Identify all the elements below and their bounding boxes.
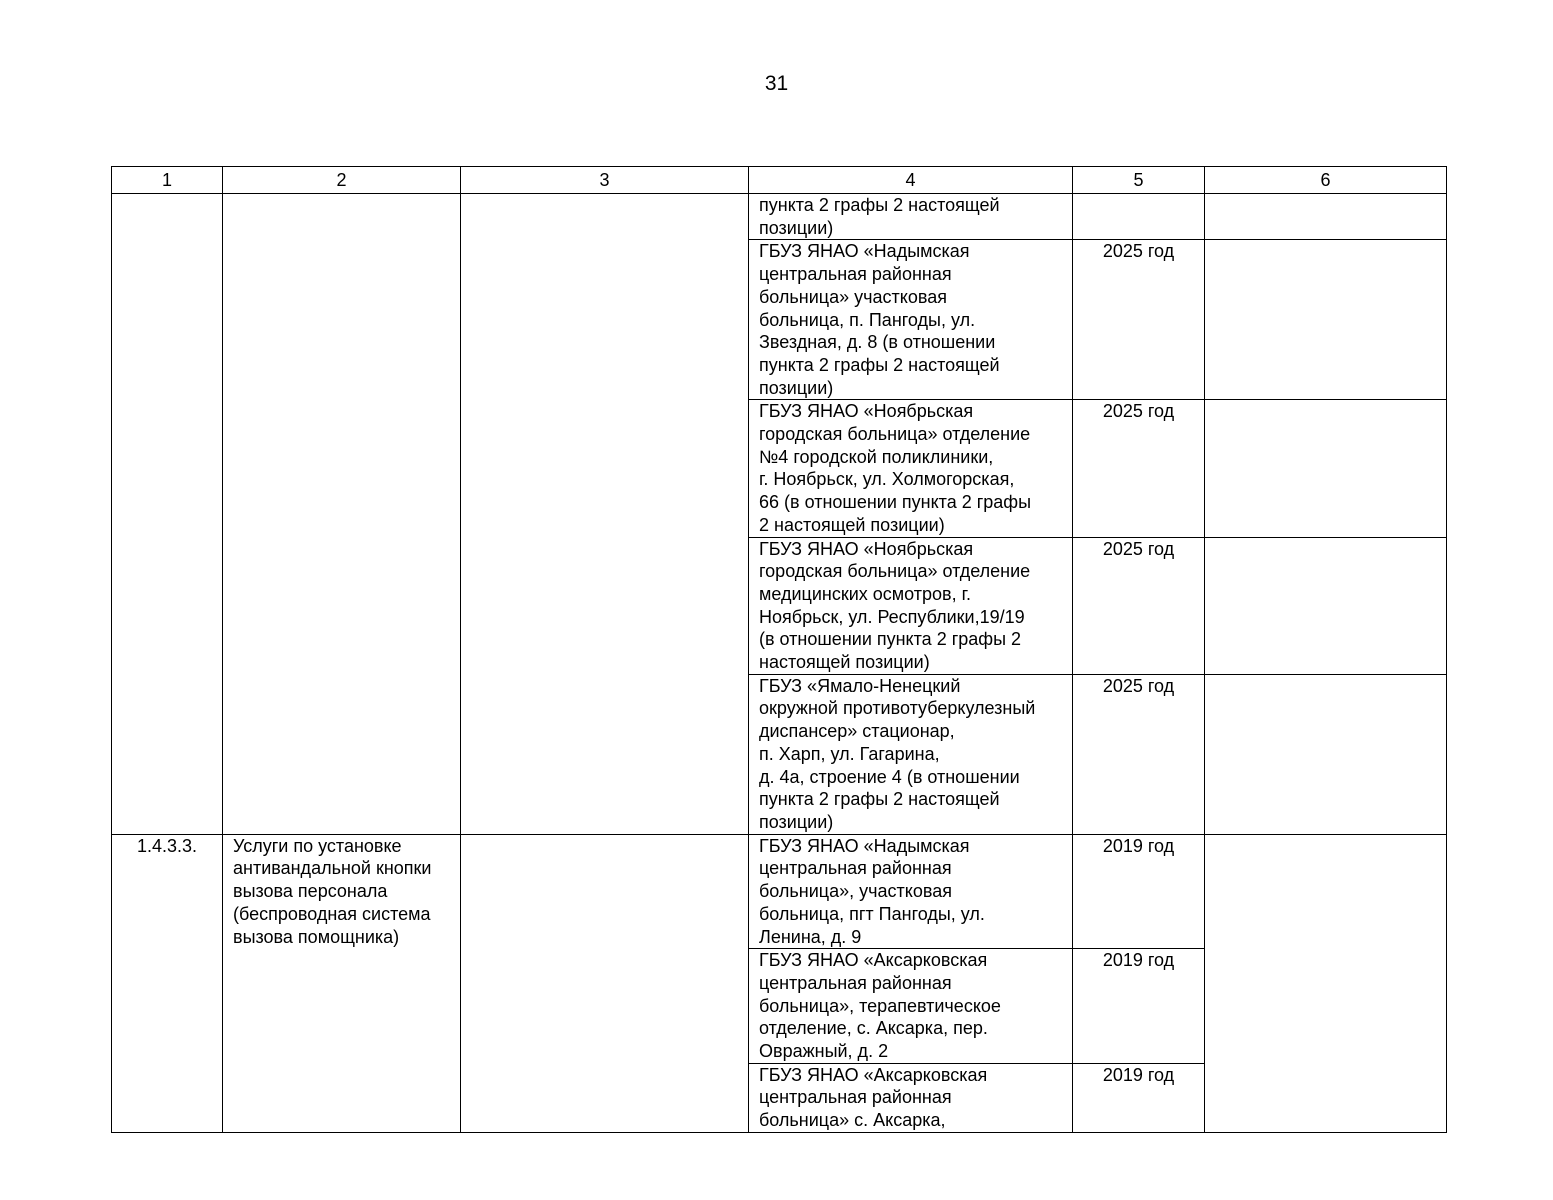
- column-header-1: 1: [112, 167, 223, 194]
- notes-cell: [1205, 194, 1447, 240]
- cell-col2-continued: [223, 194, 461, 835]
- facility-cell: ГБУЗ ЯНАО «Ноябрьская городская больница» отделение медицинских осмотров, г. Ноябрьск, ул. Республики,19/19 (в отношении пункта 2 графы 2 настоящей позиции): [749, 537, 1073, 674]
- year-cell: 2019 год: [1073, 834, 1205, 949]
- facility-cell: ГБУЗ ЯНАО «Ноябрьская городская больница» отделение №4 городской поликлиники, г. Ноябрьск, ул. Холмогорская, 66 (в отношении пункта 2 графы 2 настоящей позиции): [749, 400, 1073, 537]
- facility-cell: ГБУЗ «Ямало-Ненецкий окружной противотуберкулезный диспансер» стационар, п. Харп, ул. Гагарина, д. 4а, строение 4 (в отношении пункта 2 графы 2 настоящей позиции): [749, 674, 1073, 834]
- position-code: 1.4.3.3.: [112, 834, 223, 1132]
- page-number: 31: [764, 72, 789, 95]
- table-header-row: [112, 167, 1447, 194]
- notes-cell: [1205, 674, 1447, 834]
- facility-cell: ГБУЗ ЯНАО «Аксарковская центральная районная больница», терапевтическое отделение, с. Аксарка, пер. Овражный, д. 2: [749, 949, 1073, 1064]
- year-cell: 2025 год: [1073, 240, 1205, 400]
- column-header-2: 2: [223, 167, 461, 194]
- cell-col3-continued: [461, 194, 749, 835]
- facility-cell: ГБУЗ ЯНАО «Аксарковская центральная районная больница» с. Аксарка,: [749, 1063, 1073, 1132]
- cell-col3: [461, 834, 749, 1132]
- year-cell: 2025 год: [1073, 400, 1205, 537]
- year-cell: 2025 год: [1073, 674, 1205, 834]
- year-cell: 2019 год: [1073, 949, 1205, 1064]
- notes-cell: [1205, 400, 1447, 537]
- year-cell: 2019 год: [1073, 1063, 1205, 1132]
- year-cell: [1073, 194, 1205, 240]
- column-header-5: 5: [1073, 167, 1205, 194]
- notes-cell: [1205, 834, 1447, 1132]
- column-header-4: 4: [749, 167, 1073, 194]
- facility-cell: ГБУЗ ЯНАО «Надымская центральная районная больница» участковая больница, п. Пангоды, ул. Звездная, д. 8 (в отношении пункта 2 графы 2 настоящей позиции): [749, 240, 1073, 400]
- table-row: [112, 194, 1447, 240]
- notes-cell: [1205, 537, 1447, 674]
- facility-cell: ГБУЗ ЯНАО «Надымская центральная районная больница», участковая больница, пгт Пангоды, ул. Ленина, д. 9: [749, 834, 1073, 949]
- positions-table: [111, 166, 1447, 1133]
- cell-col1-continued: [112, 194, 223, 835]
- table-row: [112, 834, 1447, 949]
- service-name: Услуги по установке антивандальной кнопки вызова персонала (беспроводная система вызова помощника): [223, 834, 461, 1132]
- column-header-3: 3: [461, 167, 749, 194]
- facility-cell: пункта 2 графы 2 настоящей позиции): [749, 194, 1073, 240]
- year-cell: 2025 год: [1073, 537, 1205, 674]
- notes-cell: [1205, 240, 1447, 400]
- column-header-6: 6: [1205, 167, 1447, 194]
